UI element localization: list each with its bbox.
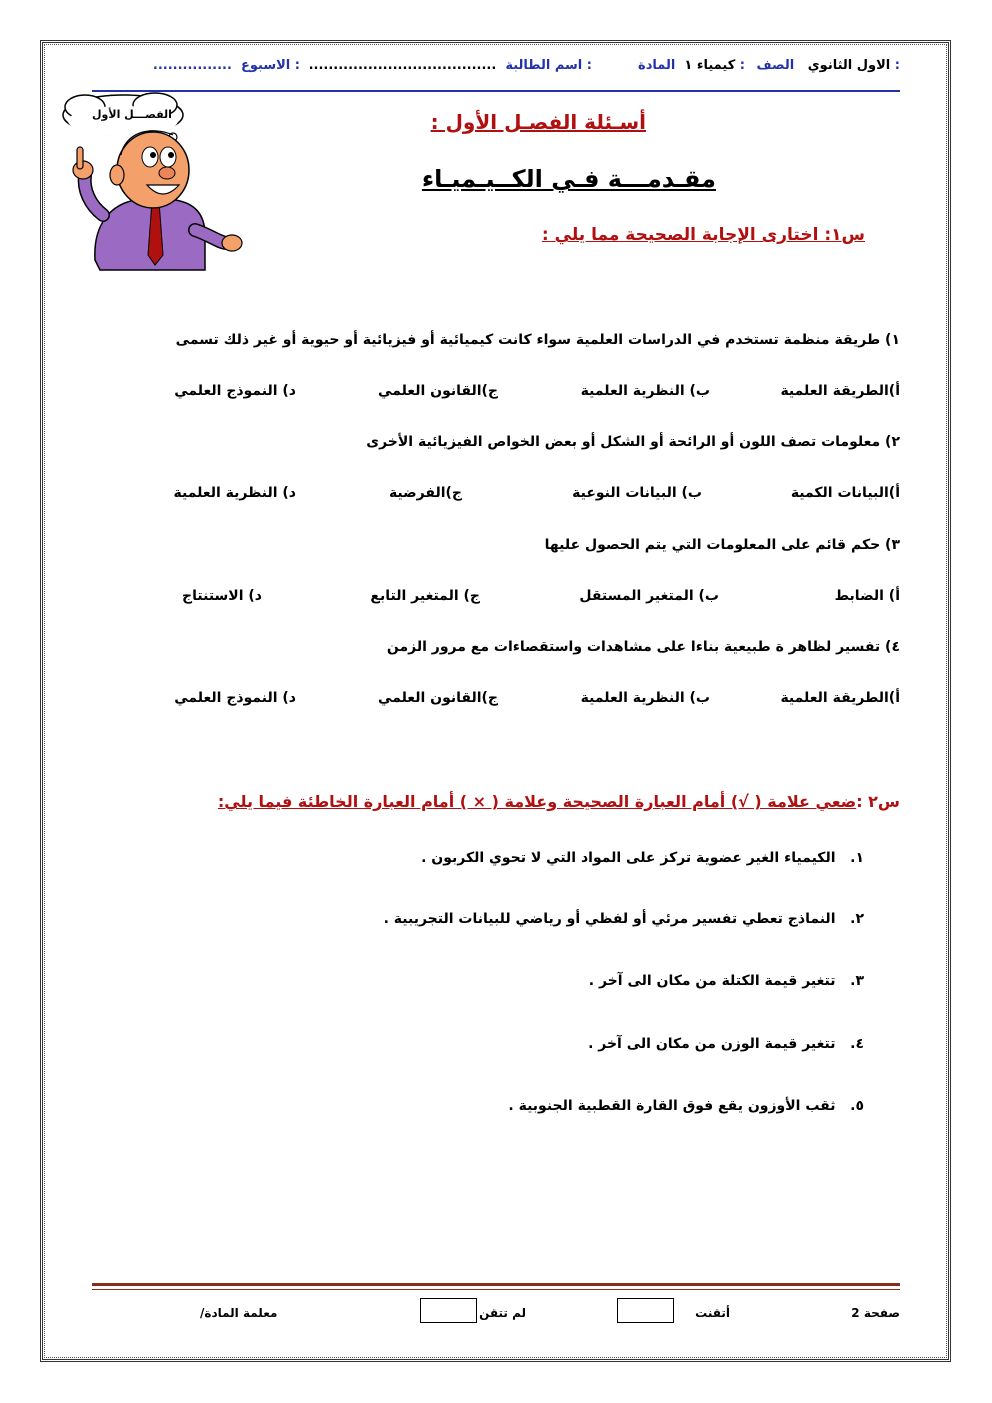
- q1-item4-option-d[interactable]: د) النموذج العلمي: [174, 690, 296, 706]
- mastered-label: أتقنت: [695, 1306, 730, 1320]
- subject-label: المادة :: [638, 58, 745, 73]
- q1-item2-option-a[interactable]: أ)البيانات الكمية: [790, 485, 900, 501]
- q2-item3[interactable]: [589, 973, 864, 989]
- q2-item3-text: تتغير قيمة الكتلة من مكان الى آخر .: [588, 973, 836, 989]
- q2-item4-number: ٤.: [850, 1036, 864, 1052]
- q1-item3-stem: ٣) حكم قائم على المعلومات التي يتم الحصول عليها: [544, 537, 900, 553]
- footer-divider-thin: [92, 1289, 900, 1290]
- week-field[interactable]: [153, 58, 300, 73]
- q2-item5-text: ثقب الأوزون يقع فوق القارة القطبية الجنوبية .: [508, 1098, 836, 1114]
- class-label: الصف :: [756, 58, 900, 73]
- q1-item3-option-a[interactable]: أ) الضابط: [834, 588, 900, 604]
- q2-item3-number: ٣.: [850, 973, 864, 989]
- q2-item5-number: ٥.: [850, 1098, 864, 1114]
- q1-item1-option-c[interactable]: ج)القانون العلمي: [378, 383, 498, 399]
- week-label: الاسبوع :: [241, 58, 300, 73]
- mastered-box[interactable]: [617, 1298, 674, 1323]
- class-value: الاول الثانوي: [807, 58, 891, 73]
- q1-item2-stem: ٢) معلومات تصف اللون أو الرائحة أو الشكل أو بعض الخواص الفيزيائية الأخرى: [366, 434, 900, 450]
- q2-item1-number: ١.: [850, 850, 864, 866]
- class-field: [757, 58, 900, 73]
- cloud-label: الفصـــل الأول: [92, 108, 172, 121]
- q1-item4-option-c[interactable]: ج)القانون العلمي: [378, 690, 498, 706]
- question1-title: س١: اختارى الإجابة الصحيحة مما يلي :: [541, 225, 865, 245]
- not-mastered-box[interactable]: [420, 1298, 477, 1323]
- q2-item2-number: ٢.: [850, 911, 864, 927]
- q2-item1[interactable]: [421, 850, 864, 866]
- q2-item1-text: الكيمياء الغير عضوية تركز على المواد التي لا تحوي الكربون .: [421, 850, 836, 866]
- question2-title: [218, 792, 900, 811]
- student-label: اسم الطالبة :: [505, 58, 592, 73]
- q1-item3-option-c[interactable]: ج) المتغير التابع: [370, 588, 480, 604]
- q1-item1-stem: ١) طريقة منظمة تستخدم في الدراسات العلمية سواء كانت كيميائية أو فيزيائية أو حيوية أو غير ذلك تسمى: [175, 332, 900, 348]
- question2-instruction: ضعي علامة ( √) أمام العبارة الصحيحة وعلامة ( × ) أمام العبارة الخاطئة فيما يلي:: [217, 792, 857, 811]
- not-mastered-label: لم تتقن: [479, 1306, 526, 1320]
- page-title: أسـئلة الفصـل الأول :: [430, 110, 646, 134]
- q1-item1-option-a[interactable]: أ)الطريقة العلمية: [780, 383, 900, 399]
- q1-item1-option-b[interactable]: ب) النظرية العلمية: [580, 383, 710, 399]
- subject-field: [638, 58, 745, 73]
- q1-item4-option-a[interactable]: أ)الطريقة العلمية: [780, 690, 900, 706]
- q2-item2-text: النماذج تعطي تفسير مرئي أو لفظي أو رياضي للبيانات التجريبية .: [383, 911, 836, 927]
- q2-item5[interactable]: [508, 1098, 864, 1114]
- footer-divider: [92, 1283, 900, 1286]
- q1-item4-stem: ٤) تفسير لظاهر ة طبيعية بناءا على مشاهدات واستقصاءات مع مرور الزمن: [386, 639, 900, 655]
- teacher-label: معلمة المادة/: [200, 1306, 278, 1320]
- q1-item3-option-d[interactable]: د) الاستنتاج: [182, 588, 262, 604]
- q1-item2-option-b[interactable]: ب) البيانات النوعية: [572, 485, 702, 501]
- q1-item4-option-b[interactable]: ب) النظرية العلمية: [580, 690, 710, 706]
- page-number: صفحة 2: [851, 1306, 900, 1320]
- q2-item4-text: تتغير قيمة الوزن من مكان الى آخر .: [588, 1036, 836, 1052]
- q2-item4[interactable]: [588, 1036, 864, 1052]
- subject-value: كيمياء ١: [684, 58, 736, 73]
- student-field[interactable]: [309, 58, 592, 73]
- question2-prefix: س٢ :: [856, 792, 900, 811]
- q1-item1-option-d[interactable]: د) النموذج العلمي: [174, 383, 296, 399]
- q1-item2-option-d[interactable]: د) النظرية العلمية: [173, 485, 296, 501]
- q1-item2-option-c[interactable]: ج)الفرضية: [388, 485, 462, 501]
- q2-item2[interactable]: [384, 911, 864, 927]
- week-value[interactable]: ................: [152, 58, 232, 73]
- student-value[interactable]: ......................................: [308, 58, 497, 73]
- q1-item3-option-b[interactable]: ب) المتغير المستقل: [579, 588, 719, 604]
- page-subtitle: مقـدمـــة فـي الكــيـميـاء: [421, 165, 716, 193]
